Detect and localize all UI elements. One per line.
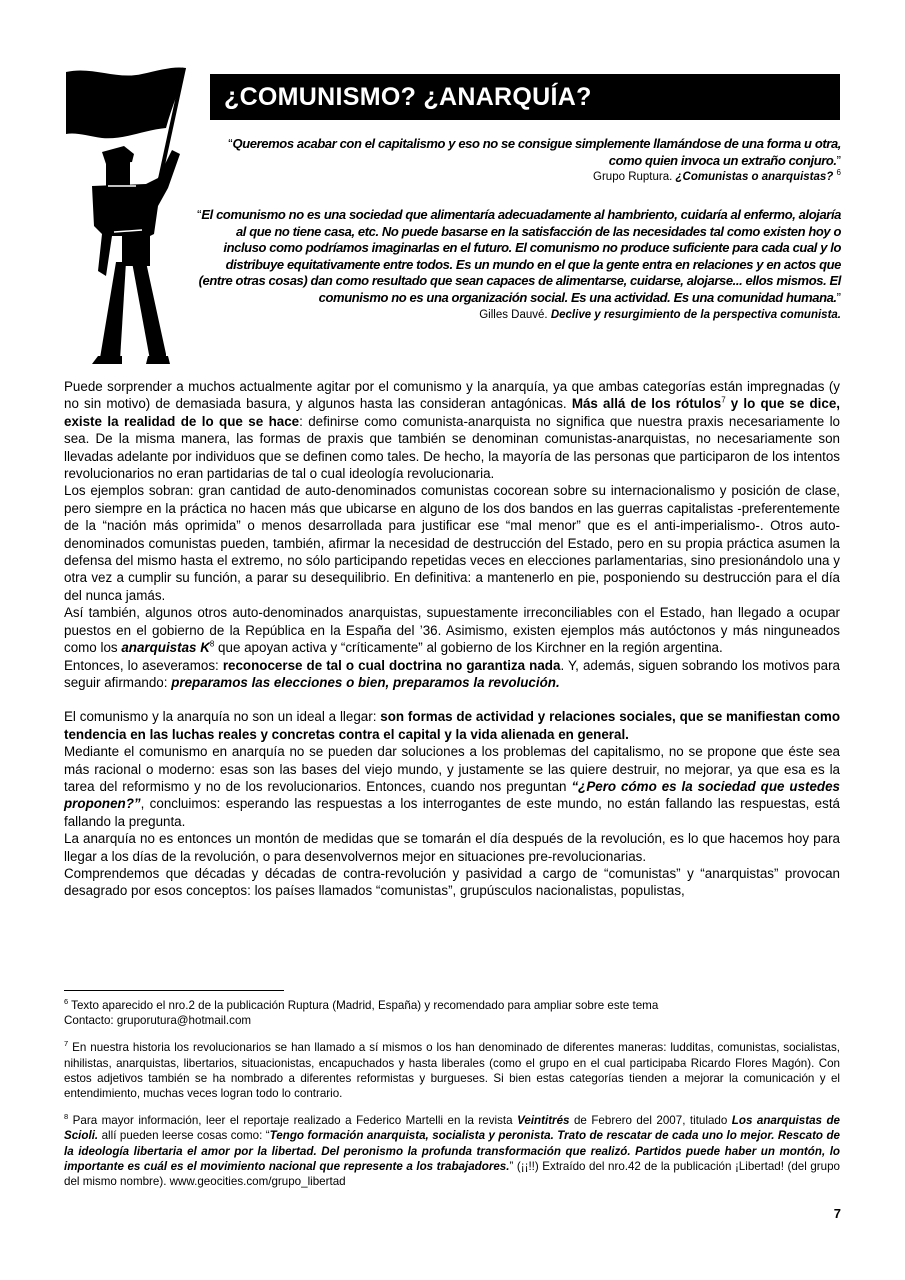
- flag-bearer-illustration: [62, 66, 190, 366]
- paragraph: Así también, algunos otros auto-denominados anarquistas, supuestamente irreconciliables con el Estado, han llegado a ocupar puestos en el gobierno de la República en la España del ’36. Asimismo, existen ejemplos más autóctonos y más ninguneados como los anarquistas $K^8$ que apoyan activa y “críticamente” al gobierno de los Kirchner en la región argentina.: [64, 605, 840, 656]
- footnote-7: $^7$ En nuestra historia los revolucionarios se han llamado a sí mismos o los han denominado de diferentes maneras: ludditas, comunistas, socialistas, nihilistas, anarquistas, libertarios, situacionistas, encapuchados y hasta liberales (como el grupo en el cual participaba Ricardo Flores Magón). Con estos adjetivos también se ha nombrado a diferentes reformistas y burgueses. Si bien estas categorías tienden a mejorar la comunicación y el entendimiento, muchas veces logran todo lo contrario.: [64, 1039, 840, 1101]
- footnote-ref-7[interactable]: 7: [721, 395, 726, 405]
- quote-source: Grupo Ruptura. ¿Comunistas o anarquistas? $^6$: [593, 168, 841, 184]
- quote-text: “Queremos acabar con el capitalismo y eso no se consigue simplemente llamándose de una forma u otra, como quien invoca un extraño conjuro.”: [228, 136, 841, 168]
- footnote-8: $^8$ Para mayor información, leer el reportaje realizado a Federico Martelli en la revista Veintitrés de Febrero del 2007, titulado Los anarquistas de Scioli. allí pueden leerse cosas como: “Tengo formación anarquista, socialista y peronista. Trato de rescatar de cada uno lo mejor. Rescato de la ideología libertaria el amor por la libertad. Del peronismo la profunda transformación que realizó. Partidos puede haber un montón, lo importante es cuál es el movimiento nacional que represente a los trabajadores.” (¡¡!!) Extraído del nro.42 de la publicación ¡Libertad! (del grupo del mismo nombre). www.geocities.com/grupo_libertad: [64, 1112, 841, 1189]
- worker-figure-icon: [92, 146, 180, 364]
- paragraph: Mediante el comunismo en anarquía no se pueden dar soluciones a los problemas del capitalismo, no se propone que éste sea más racional o moderno: esas son las bases del viejo mundo, y justamente se las quiere destruir, no mejorar, ya que esa es la tarea del reformismo y no de los revolucionarios. Entonces, cuando nos preguntan “¿Pero cómo es la sociedad que ustedes proponen?”, concluimos: esperando las respuestas a los interrogantes de este mundo, no están fallando las respuestas, está fallando la pregunta.: [64, 744, 840, 829]
- main-body: [64, 378, 840, 900]
- quote-source: Gilles Dauvé. Declive y resurgimiento de la perspectiva comunista.: [479, 308, 841, 321]
- paragraph: Los ejemplos sobran: gran cantidad de auto-denominados comunistas cocorean sobre su internacionalismo y posición de clase, pero siempre en la práctica no hacen más que ubicarse en alguno de los dos bandos en las guerras capitalistas -preferentemente de la “nación más oprimida” o menos desarrollada para justificar ese “mal menor” que es el anti-imperialismo-. Otros auto-denominados comunistas pueden, también, afirmar la necesidad de destrucción del Estado, pero en su propia práctica asumen la defensa del mismo hasta el extremo, no sólo participando repetidas veces en elecciones parlamentarias, sino presionándolo una y otra vez a cumplir su función, a parar su desequilibrio. En definitiva: a mantenerlo en pie, posponiendo su destrucción para el día del nunca jamás.: [64, 483, 840, 603]
- paragraph: El comunismo y la anarquía no son un ideal a llegar: son formas de actividad y relaciones sociales, que se manifiestan como tendencia en las luchas reales y concretas contra el capital y la vida alienada en general.: [64, 709, 840, 742]
- footnote-ref-8[interactable]: 8: [209, 639, 215, 649]
- epigraph-quote-dauve: [191, 207, 841, 323]
- epigraph-quote-ruptura: [201, 136, 841, 186]
- page-title: ¿COMUNISMO? ¿ANARQUÍA?: [210, 74, 840, 120]
- footnote-6: $^6$ Texto aparecido el nro.2 de la publicación Ruptura (Madrid, España) y recomendado para ampliar sobre este tema Contacto: gruporutura@hotmail.com: [64, 997, 659, 1028]
- footnote-divider: [64, 990, 284, 991]
- paragraph: La anarquía no es entonces un montón de medidas que se tomarán el día después de la revolución, es lo que hacemos hoy para llegar a los días de la revolución, o para desenvolvernos mejor en situaciones pre-revolucionarias.: [64, 831, 840, 864]
- page-number: 7: [833, 1206, 841, 1221]
- paragraph: Entonces, lo aseveramos: reconocerse de tal o cual doctrina no garantiza nada. Y, además, siguen sobrando los motivos para seguir afirmando: preparamos las elecciones o bien, preparamos la revolución.: [64, 657, 840, 690]
- paragraph: Comprendemos que décadas y décadas de contra-revolución y pasividad a cargo de “comunistas” y “anarquistas” provocan desagrado por esos conceptos: los países llamados “comunistas”, grupúsculos nacionalistas, populistas,: [64, 865, 840, 899]
- footnotes: [64, 998, 840, 1201]
- quote-text: “El comunismo no es una sociedad que alimentaría adecuadamente al hambriento, cuidaría al enfermo, alojaría al que no tiene casa, etc. No puede basarse en la satisfacción de las necesidades tal como existen hoy o incluso como podríamos imaginarlas en el futuro. El comunismo no produce suficiente para cada cual y lo distribuye equitativamente entre todos. Es un mundo en el que la gente entra en relaciones y en actos que (entre otras cosas) dan como resultado que sean capaces de alimentarse, cuidarse, alojarse... ellos mismos. El comunismo no es una organización social. Es una actividad. Es una comunidad humana.”: [197, 207, 841, 305]
- footnote-ref-6[interactable]: 6: [836, 168, 841, 178]
- paragraph: Puede sorprender a muchos actualmente agitar por el comunismo y la anarquía, ya que ambas categorías están impregnadas (y no sin motivo) de demasiada basura, y algunos hasta las consideran antagónicas. Más allá de los rótulos$^7$ y lo que se dice, existe la realidad de lo que se hace: definirse como comunista-anarquista no significa que nuestra praxis necesariamente lo sea. De la misma manera, las formas de praxis que también se denominan comunistas-anarquistas, no necesariamente son llevadas adelante por individuos que se definen como tales. De hecho, la mayoría de las personas que participaron de los intentos revolucionarios no eran partidarias de tal o cual ideología revolucionaria.: [64, 379, 840, 482]
